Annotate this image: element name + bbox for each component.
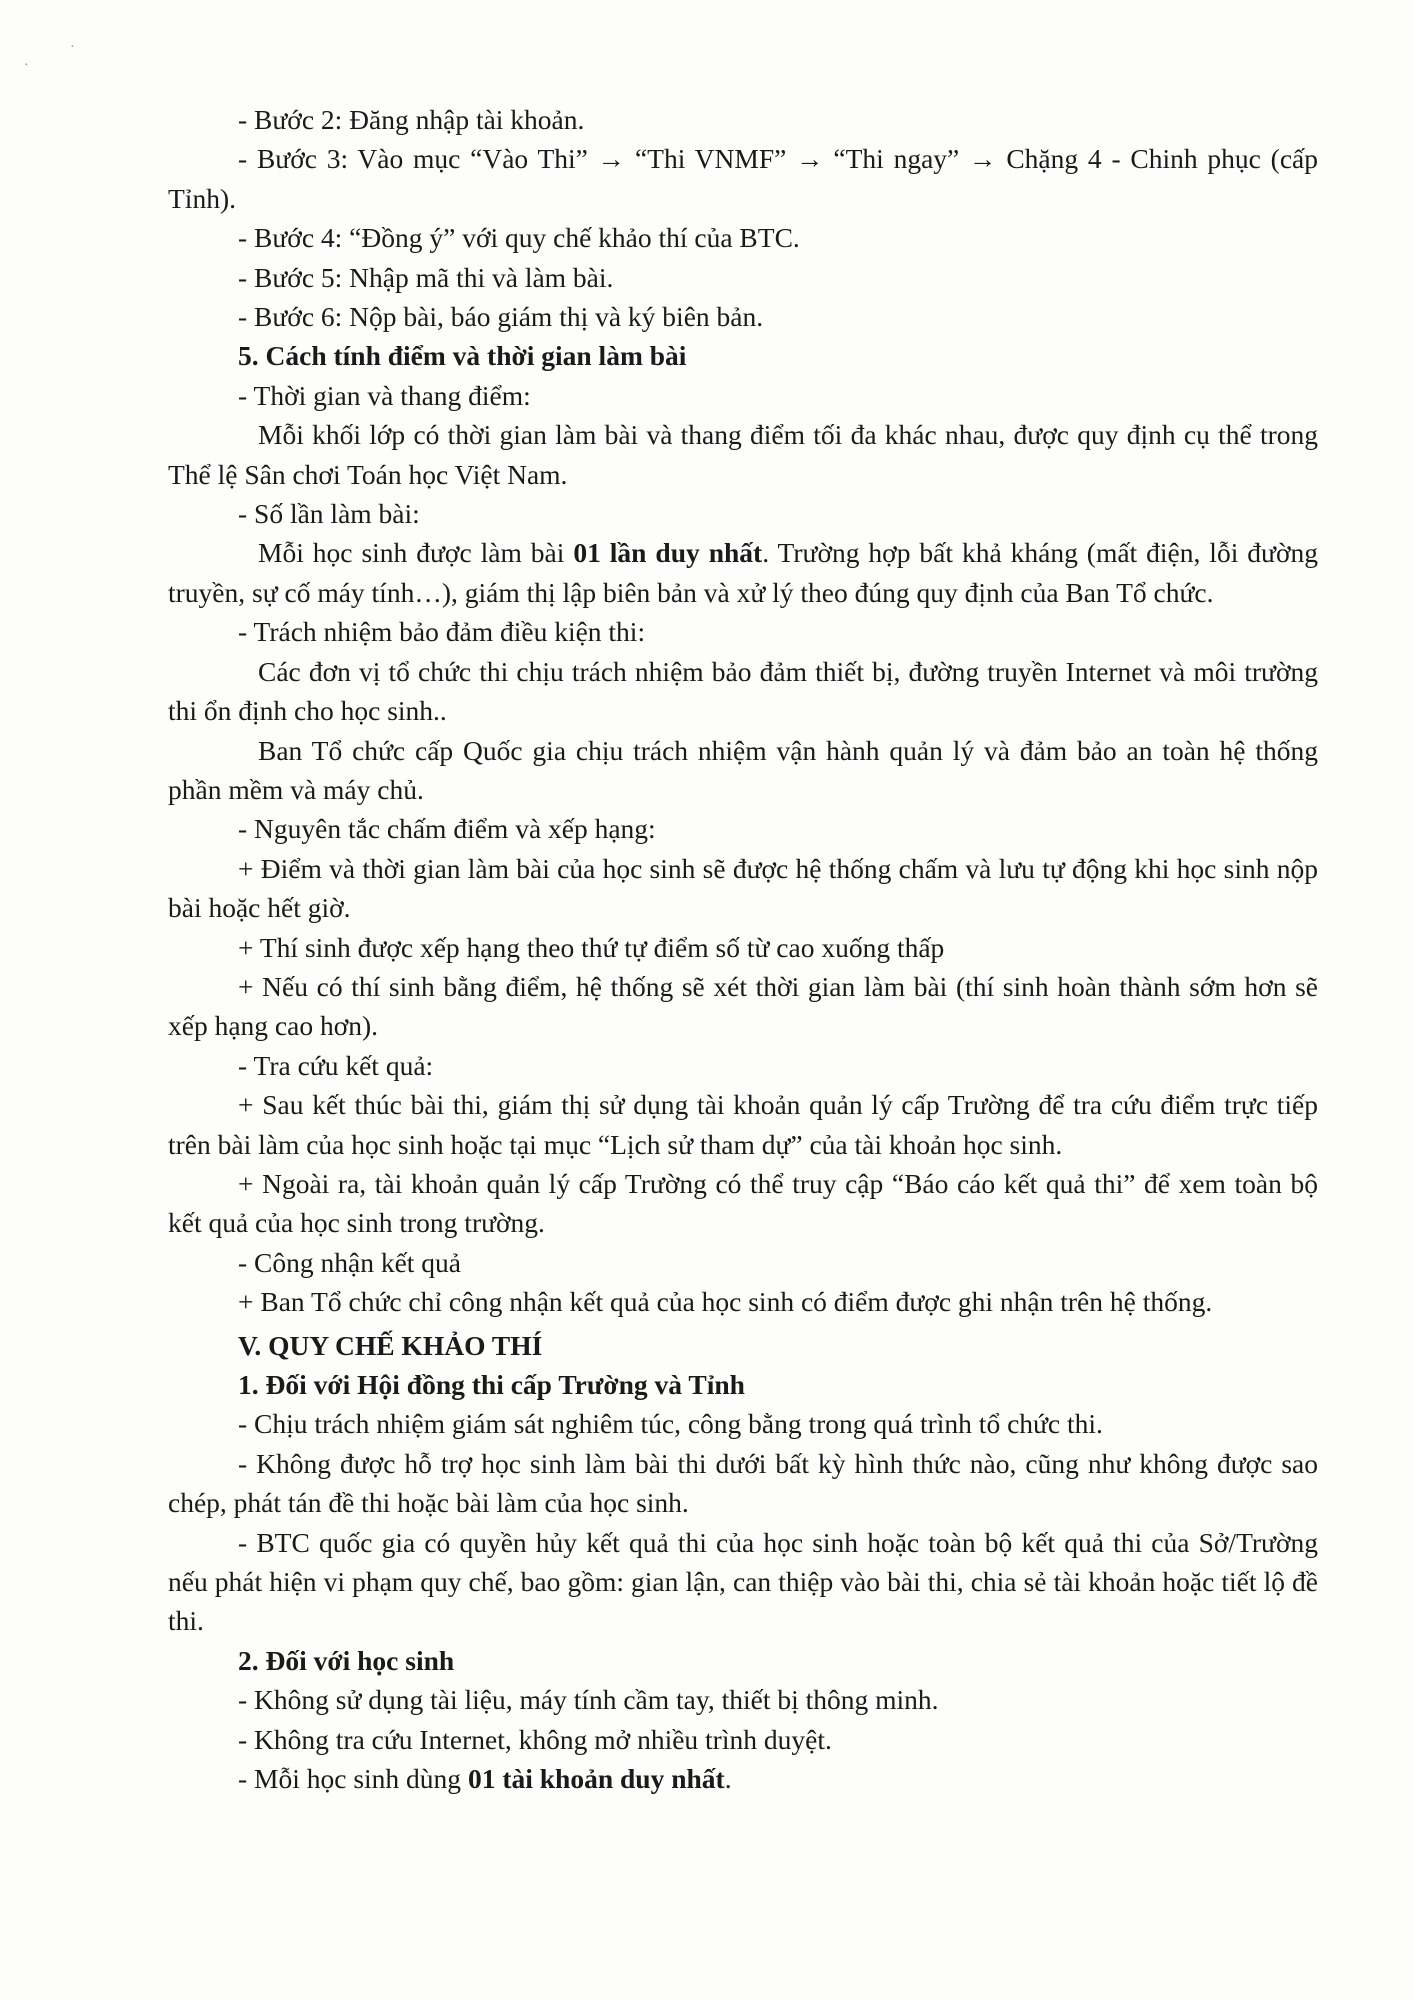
grading-item-2: + Thí sinh được xếp hạng theo thứ tự điểm số từ cao xuống thấp	[238, 931, 945, 963]
time-text: Mỗi khối lớp có thời gian làm bài và thang điểm tối đa khác nhau, được quy định cụ thể trong Thể lệ Sân chơi Toán học Việt Nam.	[168, 419, 1318, 490]
last-bold: 01 tài khoản duy nhất	[467, 1763, 725, 1795]
attempts-post: . Trường hợp bất khả kháng (mất điện, lỗi đường truyền, sự cố máy tính…), giám thị lập biên bản và xử lý theo đúng quy định của Ban Tổ chức.	[168, 537, 1318, 608]
recognition-item: + Ban Tổ chức chỉ công nhận kết quả của học sinh có điểm được ghi nhận trên hệ thống.	[238, 1286, 1213, 1318]
last-post: .	[724, 1763, 732, 1795]
student-item-2: - Không tra cứu Internet, không mở nhiều trình duyệt.	[238, 1723, 832, 1755]
council-item-2: - Không được hỗ trợ học sinh làm bài thi dưới bất kỳ hình thức nào, cũng như không được sao chép, phát tán đề thi hoặc bài làm của học sinh.	[168, 1447, 1318, 1519]
step-6: - Bước 6: Nộp bài, báo giám thị và ký biên bản.	[238, 301, 764, 333]
attempts-label: - Số lần làm bài:	[238, 498, 420, 530]
time-label: - Thời gian và thang điểm:	[238, 379, 531, 411]
student-item-1: - Không sử dụng tài liệu, máy tính cầm tay, thiết bị thông minh.	[238, 1684, 939, 1716]
section-v-sub-2: 2. Đối với học sinh	[238, 1644, 455, 1676]
section-5-heading: 5. Cách tính điểm và thời gian làm bài	[238, 340, 687, 372]
section-v-heading: V. QUY CHẾ KHẢO THÍ	[238, 1329, 543, 1361]
resp-label: - Trách nhiệm bảo đảm điều kiện thi:	[238, 616, 646, 648]
last-pre: - Mỗi học sinh dùng	[238, 1763, 468, 1795]
step-2: - Bước 2: Đăng nhập tài khoản.	[238, 104, 585, 135]
step-4: - Bước 4: “Đồng ý” với quy chế khảo thí của BTC.	[238, 222, 800, 254]
student-item-3	[168, 1759, 1318, 1798]
council-item-3: - BTC quốc gia có quyền hủy kết quả thi của học sinh hoặc toàn bộ kết quả thi của Sở/Trường nếu phát hiện vi phạm quy chế, bao gồm: gian lận, can thiệp vào bài thi, chia sẻ tài khoản hoặc tiết lộ đề thi.	[168, 1526, 1318, 1637]
recognition-label: - Công nhận kết quả	[238, 1246, 462, 1278]
lookup-item-2: + Ngoài ra, tài khoản quản lý cấp Trường có thể truy cập “Báo cáo kết quả thi” để xem toàn bộ kết quả của học sinh trong trường.	[168, 1167, 1318, 1239]
lookup-label: - Tra cứu kết quả:	[238, 1049, 434, 1081]
grading-item-3: + Nếu có thí sinh bằng điểm, hệ thống sẽ xét thời gian làm bài (thí sinh hoàn thành sớm hơn sẽ xếp hạng cao hơn).	[168, 970, 1318, 1042]
council-item-1: - Chịu trách nhiệm giám sát nghiêm túc, công bằng trong quá trình tổ chức thi.	[238, 1408, 1103, 1440]
grading-item-1: + Điểm và thời gian làm bài của học sinh sẽ được hệ thống chấm và lưu tự động khi học sinh nộp bài hoặc hết giờ.	[168, 852, 1318, 924]
step-3: - Bước 3: Vào mục “Vào Thi” → “Thi VNMF” → “Thi ngay” → Chặng 4 - Chinh phục (cấp Tỉnh).	[168, 143, 1318, 214]
grading-label: - Nguyên tắc chấm điểm và xếp hạng:	[238, 813, 656, 845]
attempts-text	[168, 533, 1318, 612]
step-5: - Bước 5: Nhập mã thi và làm bài.	[238, 261, 614, 293]
section-v-sub-1: 1. Đối với Hội đồng thi cấp Trường và Tỉnh	[238, 1369, 745, 1400]
resp-text-2: Ban Tổ chức cấp Quốc gia chịu trách nhiệm vận hành quản lý và đảm bảo an toàn hệ thống phần mềm và máy chủ.	[168, 734, 1318, 805]
lookup-item-1: + Sau kết thúc bài thi, giám thị sử dụng tài khoản quản lý cấp Trường để tra cứu điểm trực tiếp trên bài làm của học sinh hoặc tại mục “Lịch sử tham dự” của tài khoản học sinh.	[168, 1089, 1318, 1160]
scan-artifact: ·	[24, 58, 29, 73]
scan-artifact: ·	[70, 40, 75, 55]
document-body	[168, 100, 1318, 1798]
resp-text-1: Các đơn vị tổ chức thi chịu trách nhiệm bảo đảm thiết bị, đường truyền Internet và môi trường thi ổn định cho học sinh..	[168, 655, 1318, 727]
attempts-pre: Mỗi học sinh được làm bài	[258, 537, 574, 569]
attempts-bold: 01 lần duy nhất	[573, 537, 763, 569]
